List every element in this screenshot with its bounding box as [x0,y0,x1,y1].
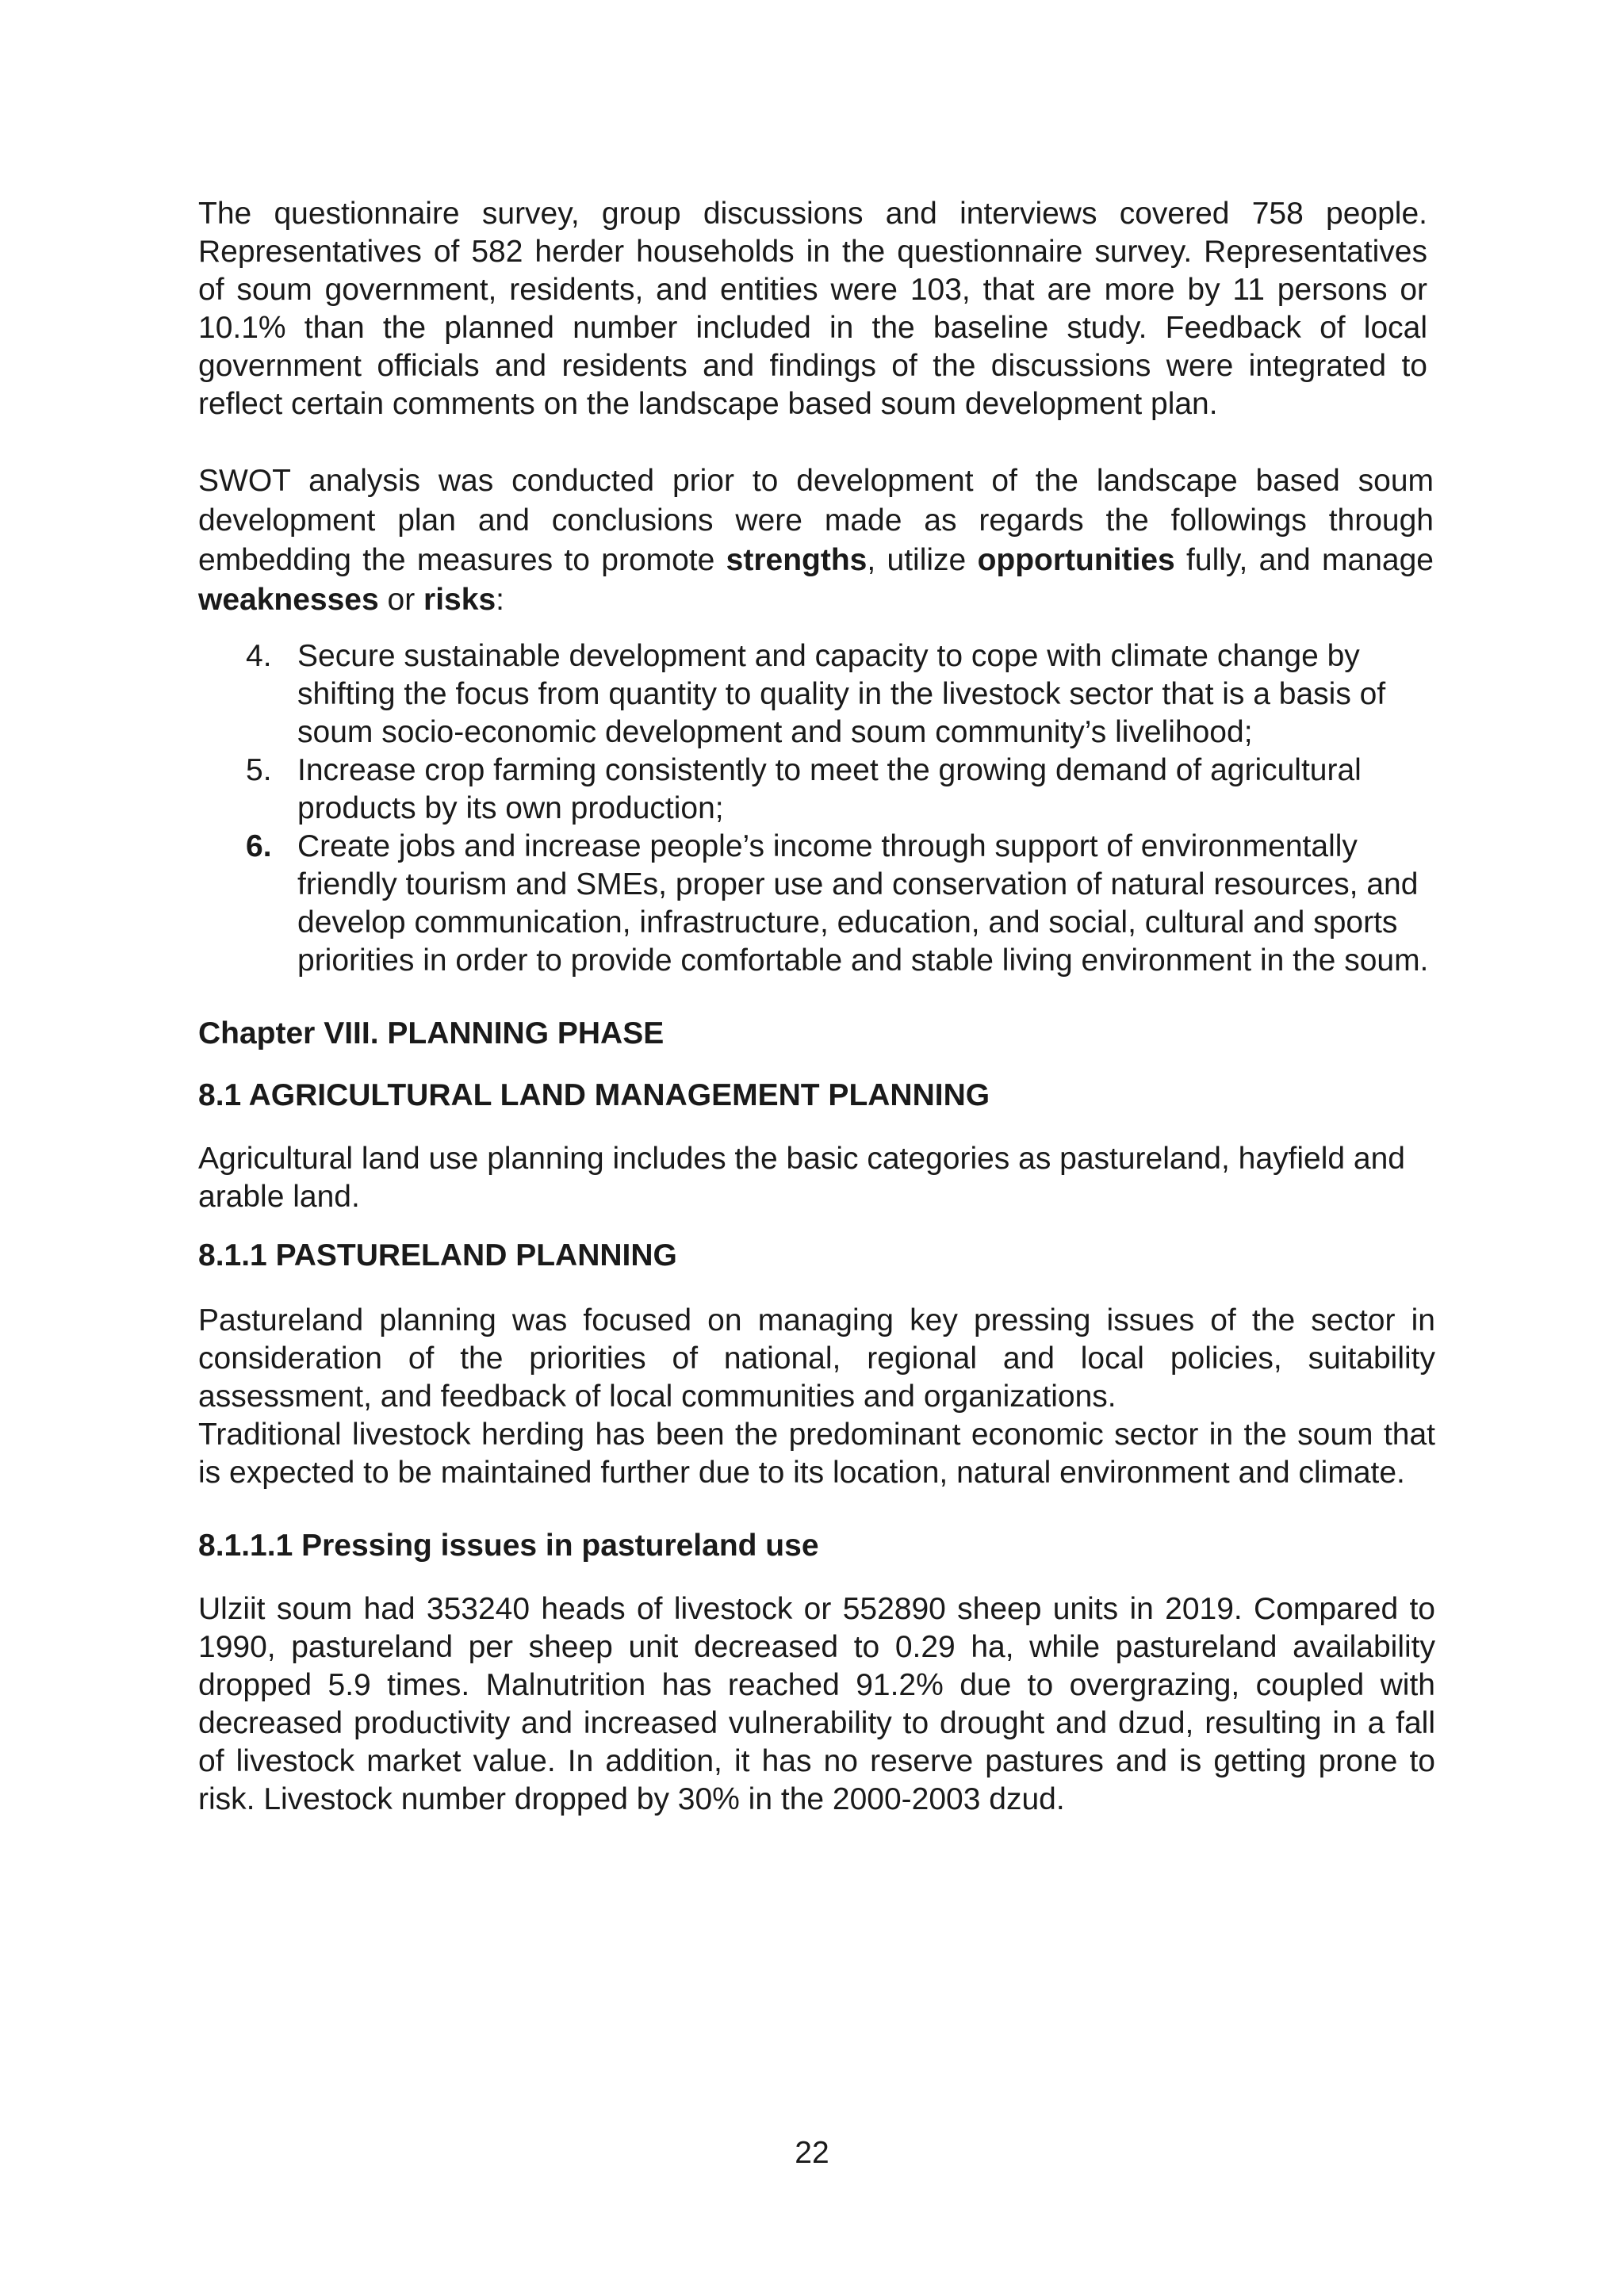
survey-coverage-paragraph: The questionnaire survey, group discussions and interviews covered 758 people. Representatives of 582 herder households in the questionnaire survey. Representatives of soum government, residents, and entities were 103, that are more by 11 persons or 10.1% than the planned number included in the baseline study. Feedback of local government officials and residents and findings of the discussions were integrated to reflect certain comments on the landscape based soum development plan. [198,197,1427,421]
section-heading-8-1-1: 8.1.1 PASTURELAND PLANNING [198,1238,677,1272]
list-item [198,637,1435,752]
pastureland-planning-paragraph: Pastureland planning was focused on managing key pressing issues of the sector in consideration of the priorities of national, regional and local policies, suitability assessment, and feedback of local communities and organizations. [198,1303,1435,1414]
pressing-issues-paragraph: Ulziit soum had 353240 heads of livestock or 552890 sheep units in 2019. Compared to 1990, pastureland per sheep unit decreased to 0.29 ha, while pastureland availability dropped 5.9 times. Malnutrition has reached 91.2% due to overgrazing, coupled with decreased productivity and increased vulnerability to drought and dzud, resulting in a fall of livestock market value. In addition, it has no reserve pastures and is getting prone to risk. Livestock number dropped by 30% in the 2000-2003 dzud. [198,1592,1435,1816]
list-item-number: 6. [246,829,272,863]
swot-text-3: fully, and manage [1174,543,1434,577]
list-item-text: Increase crop farming consistently to meet the growing demand of agricultural products by its own production; [297,753,1362,825]
swot-opportunities: opportunities [977,543,1175,577]
document-page [198,195,1435,1819]
page-number: 22 [795,2136,829,2170]
list-item [198,828,1435,980]
chapter-heading: Chapter VIII. PLANNING PHASE [198,1016,665,1050]
section-heading-8-1-1-1: 8.1.1.1 Pressing issues in pastureland use [198,1529,819,1563]
list-item-text: Create jobs and increase people’s income through support of environmentally friendly tourism and SMEs, proper use and conservation of natural resources, and develop communication, infrastructure, education, and social, cultural and sports priorities in order to provide comfortable and stable living environment in the soum. [297,829,1429,978]
swot-text-5: : [496,583,504,617]
livestock-herding-paragraph: Traditional livestock herding has been the predominant economic sector in the soum that is expected to be maintained further due to its location, natural environment and climate. [198,1418,1435,1490]
swot-intro-paragraph [198,461,1434,620]
swot-conclusions-list [198,637,1435,980]
swot-strengths: strengths [726,543,868,577]
list-item-number: 4. [246,639,272,673]
swot-text-2: , utilize [867,543,978,577]
swot-weaknesses: weaknesses [198,583,379,617]
swot-text-4: or [378,583,424,617]
list-item-text: Secure sustainable development and capacity to cope with climate change by shifting the focus from quantity to quality in the livestock sector that is a basis of soum socio-economic development and soum community’s livelihood; [297,639,1386,749]
section-heading-8-1: 8.1 AGRICULTURAL LAND MANAGEMENT PLANNING [198,1078,990,1112]
list-item-number: 5. [246,753,272,787]
list-item [198,752,1435,828]
agricultural-land-paragraph: Agricultural land use planning includes the basic categories as pastureland, hayfield and arable land. [198,1142,1405,1214]
swot-risks: risks [423,583,496,617]
swot-text-1: SWOT analysis was conducted prior to development of the landscape based soum development plan and conclusions were made as regards the followings through embedding the measures to promote [198,464,1434,577]
